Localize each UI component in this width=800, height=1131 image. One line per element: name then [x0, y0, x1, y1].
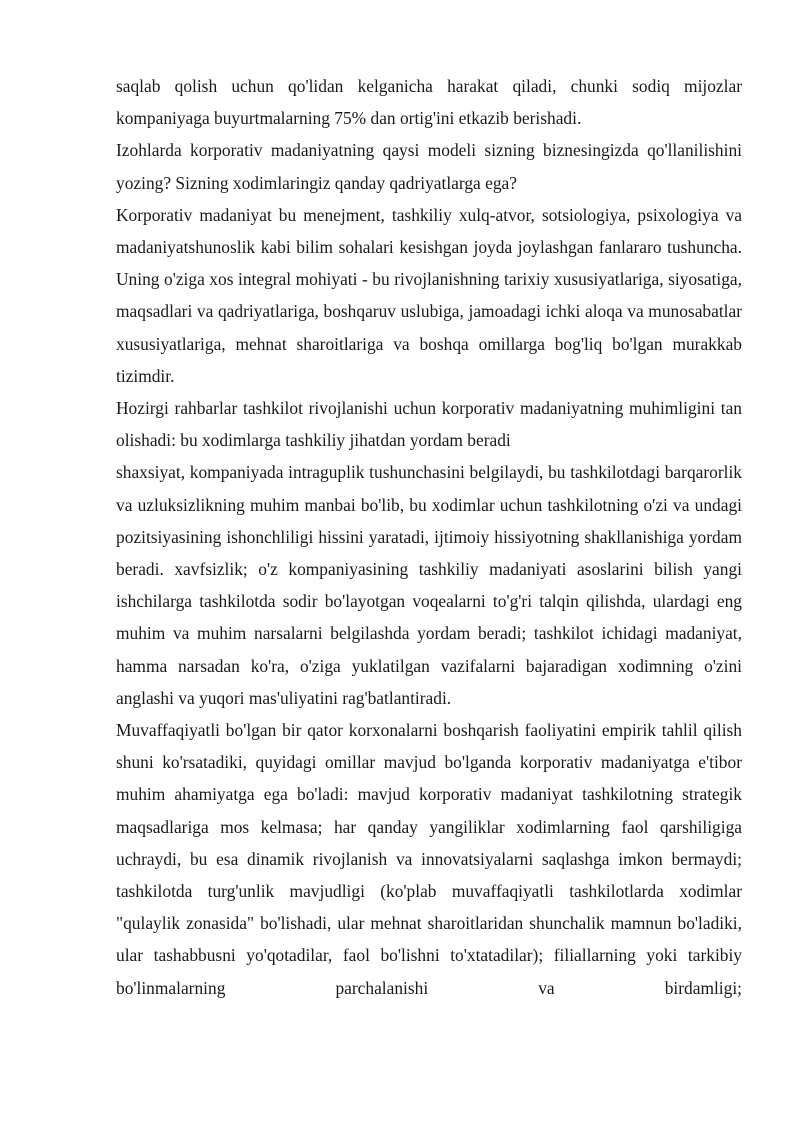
- paragraph-3: Korporativ madaniyat bu menejment, tashkiliy xulq-atvor, sotsiologiya, psixologiya va madaniyatshunoslik kabi bilim sohalari kesishgan joyda joylashgan fanlararo tushuncha. Uning o'ziga xos integral mohiyati - bu rivojlanishning tarixiy xususiyatlariga, siyosatiga, maqsadlari va qadriyatlariga, boshqaruv uslubiga, jamoadagi ichki aloqa va munosabatlar xususiyatlariga, mehnat sharoitlariga va boshqa omillarga bog'liq bo'lgan murakkab tizimdir.: [116, 204, 742, 386]
- paragraph-6: Muvaffaqiyatli bo'lgan bir qator korxonalarni boshqarish faoliyatini empirik tahlil qilish shuni ko'rsatadiki, quyidagi omillar mavjud bo'lganda korporativ madaniyatga e'tibor muhim ahamiyatga ega bo'ladi: mavjud korporativ madaniyat tashkilotning strategik maqsadlariga mos kelmasa; har qanday yangiliklar xodimlarning faol qarshiligiga uchraydi, bu esa dinamik rivojlanish va innovatsiyalarni saqlashga imkon bermaydi; tashkilotda turg'unlik mavjudligi (ko'plab muvaffaqiyatli tashkilotlarda xodimlar "qulaylik zonasida" bo'lishadi, ular mehnat sharoitlaridan shunchalik mamnun bo'ladiki, ular tashabbusni yo'qotadilar, faol bo'lishni to'xtatadilar); filiallarning yoki tarkibiy bo'linmalarning parchalanishi va birdamligi;: [116, 720, 742, 998]
- paragraph-2: Izohlarda korporativ madaniyatning qaysi modeli sizning biznesingizda qo'llanilishini yozing? Sizning xodimlaringiz qanday qadriyatlarga ega?: [116, 140, 742, 193]
- document-page: [116, 70, 742, 1004]
- paragraph-4: Hozirgi rahbarlar tashkilot rivojlanishi uchun korporativ madaniyatning muhimligini tan olishadi: bu xodimlarga tashkiliy jihatdan yordam beradi: [116, 398, 742, 451]
- paragraph-5: shaxsiyat, kompaniyada intraguplik tushunchasini belgilaydi, bu tashkilotdagi barqarorlik va uzluksizlikning muhim manbai bo'lib, bu xodimlar uchun tashkilotning o'zi va undagi pozitsiyasining ishonchliligi hissini yaratadi, ijtimoiy hissiyotning shakllanishiga yordam beradi. xavfsizlik; o'z kompaniyasining tashkiliy madaniyati asoslarini bilish yangi ishchilarga tashkilotda sodir bo'layotgan voqealarni to'g'ri talqin qilishda, ulardagi eng muhim va muhim narsalarni belgilashda yordam beradi; tashkilot ichidagi madaniyat, hamma narsadan ko'ra, o'ziga yuklatilgan vazifalarni bajaradigan xodimning o'zini anglashi va yuqori mas'uliyatini rag'batlantiradi.: [116, 462, 742, 708]
- paragraph-1: saqlab qolish uchun qo'lidan kelganicha harakat qiladi, chunki sodiq mijozlar kompaniyaga buyurtmalarning 75% dan ortig'ini etkazib berishadi.: [116, 76, 742, 129]
